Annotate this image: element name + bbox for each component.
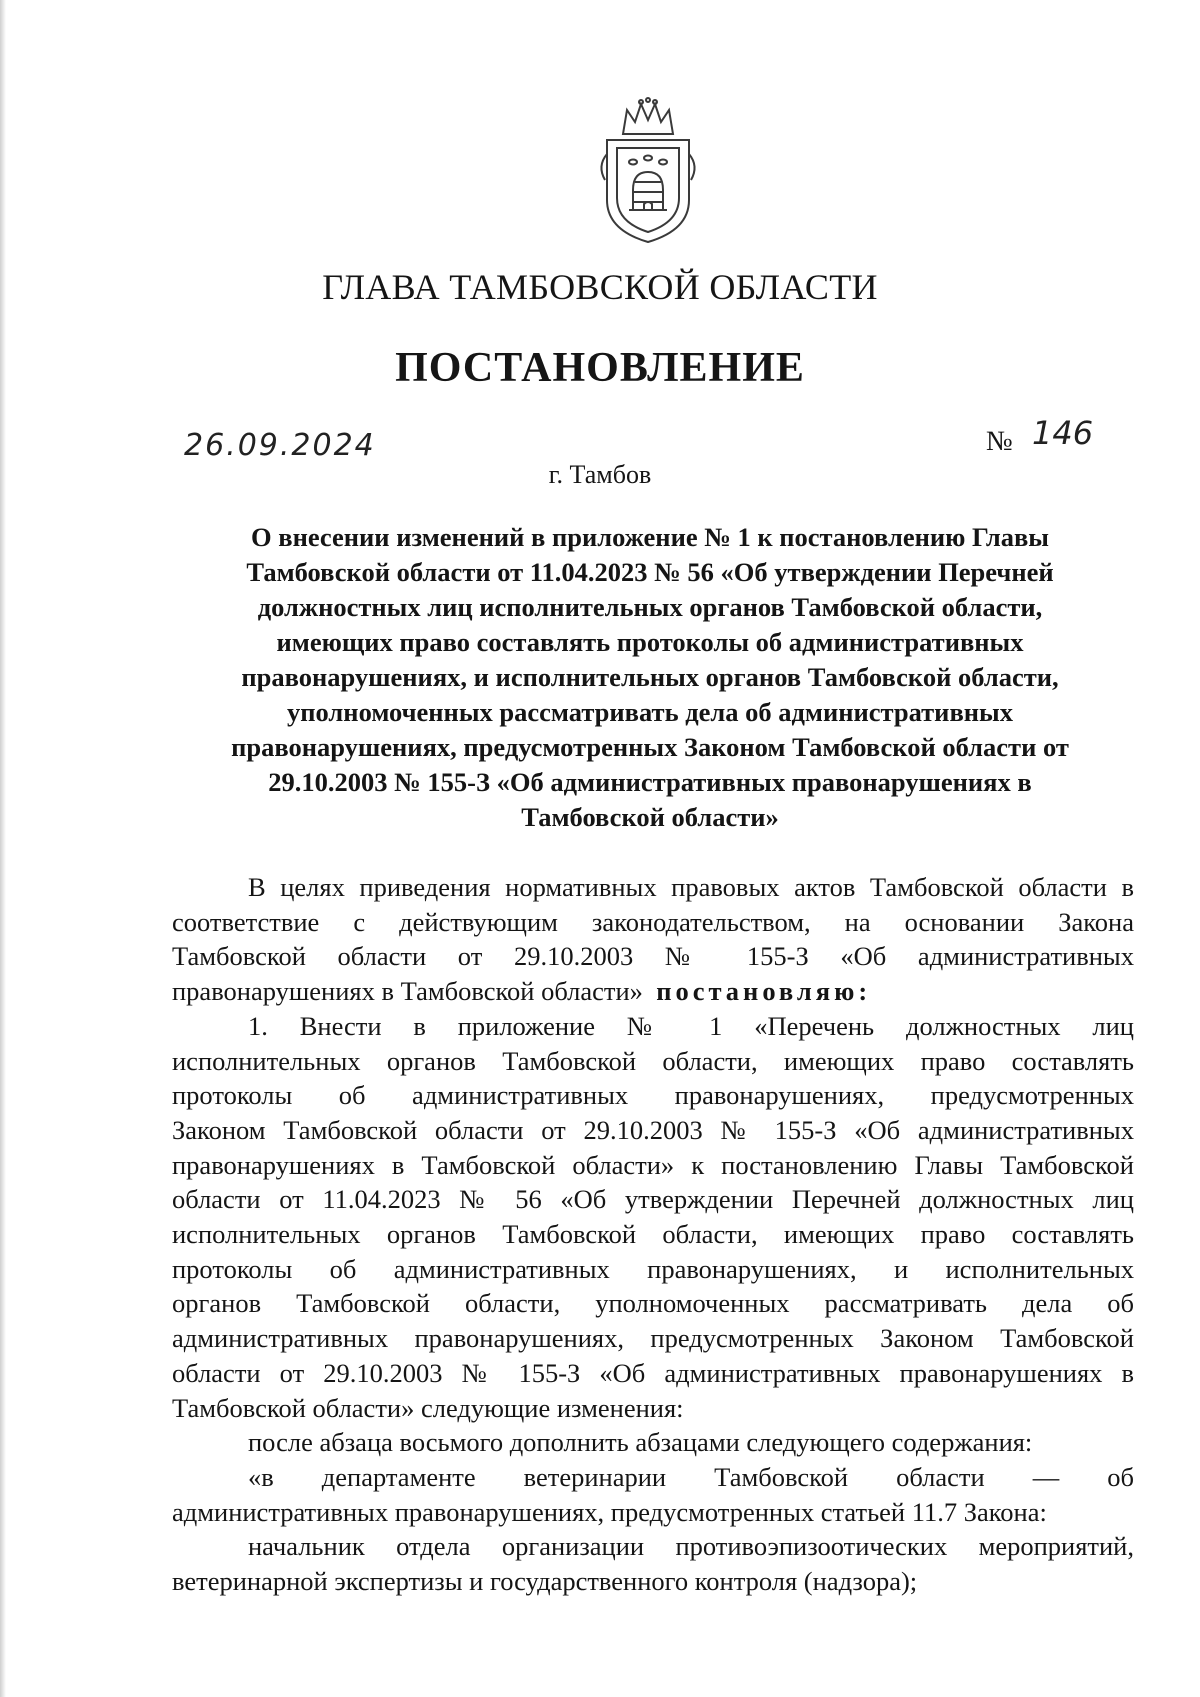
subject-line: Тамбовской области»	[521, 802, 779, 832]
body-line: ветеринарной экспертизы и государственного контроля (надзора);	[172, 1566, 918, 1597]
scan-edge	[0, 0, 6, 1697]
subject-line: уполномоченных рассматривать дела об административных	[287, 697, 1013, 727]
number-label: №	[986, 426, 1013, 457]
body-line: исполнительных органов Тамбовской области, имеющих право составлять	[172, 1045, 1134, 1076]
subject-line: Тамбовской области от 11.04.2023 № 56 «Об утверждении Перечней	[246, 557, 1054, 587]
body-line: В целях приведения нормативных правовых актов Тамбовской области в	[248, 872, 1134, 902]
document-body	[172, 870, 1134, 1599]
subject-line: правонарушениях, и исполнительных органов Тамбовской области,	[241, 662, 1059, 692]
body-line: «в департаменте ветеринарии Тамбовской области — об	[248, 1461, 1134, 1492]
body-line: начальник отдела организации противоэпизоотических мероприятий,	[248, 1531, 1134, 1562]
handwritten-number: 146	[1032, 414, 1094, 452]
tambov-coat-of-arms-icon	[595, 96, 701, 246]
subject-line: имеющих право составлять протоколы об административных	[276, 627, 1024, 657]
body-line: области от 11.04.2023 № 56 «Об утверждении Перечней должностных лиц	[172, 1184, 1134, 1215]
body-line: административных правонарушениях, предусмотренных статьей 11.7 Закона:	[172, 1496, 1047, 1527]
subject-line: 29.10.2003 № 155-З «Об административных правонарушениях в	[268, 767, 1032, 797]
body-line: органов Тамбовской области, уполномоченных рассматривать дела об	[172, 1288, 1134, 1319]
decree-word: постановляю:	[656, 976, 872, 1007]
body-line: исполнительных органов Тамбовской области, имеющих право составлять	[172, 1219, 1134, 1250]
issuing-authority: ГЛАВА ТАМБОВСКОЙ ОБЛАСТИ	[322, 267, 878, 307]
body-line: Законом Тамбовской области от 29.10.2003 № 155-З «Об административных	[172, 1114, 1134, 1145]
body-line: протоколы об административных правонарушениях, предусмотренных	[172, 1080, 1134, 1111]
document-type: ПОСТАНОВЛЕНИЕ	[395, 345, 805, 391]
subject-line: должностных лиц исполнительных органов Тамбовской области,	[257, 592, 1043, 622]
handwritten-date: 26.09.2024	[184, 428, 376, 463]
body-line-decree	[172, 974, 1134, 1009]
subject-line: О внесении изменений в приложение № 1 к постановлению Главы	[251, 522, 1049, 552]
city: г. Тамбов	[548, 460, 652, 489]
body-line-text: правонарушениях в Тамбовской области»	[172, 976, 643, 1007]
document-subject	[190, 520, 1110, 835]
body-line: административных правонарушениях, предусмотренных Законом Тамбовской	[172, 1323, 1134, 1354]
body-line: области от 29.10.2003 № 155-З «Об административных правонарушениях в	[172, 1357, 1134, 1388]
subject-line: правонарушениях, предусмотренных Законом Тамбовской области от	[231, 732, 1069, 762]
body-line: Тамбовской области от 29.10.2003 № 155-З «Об административных	[172, 941, 1134, 972]
body-line: 1. Внести в приложение № 1 «Перечень должностных лиц	[248, 1010, 1134, 1041]
body-line: протоколы об административных правонарушениях, и исполнительных	[172, 1253, 1134, 1284]
body-line: Тамбовской области» следующие изменения:	[172, 1392, 684, 1423]
body-line: соответствие с действующим законодательством, на основании Закона	[172, 906, 1134, 937]
body-line: правонарушениях в Тамбовской области» к постановлению Главы Тамбовской	[172, 1149, 1134, 1180]
body-line: после абзаца восьмого дополнить абзацами следующего содержания:	[248, 1427, 1033, 1458]
